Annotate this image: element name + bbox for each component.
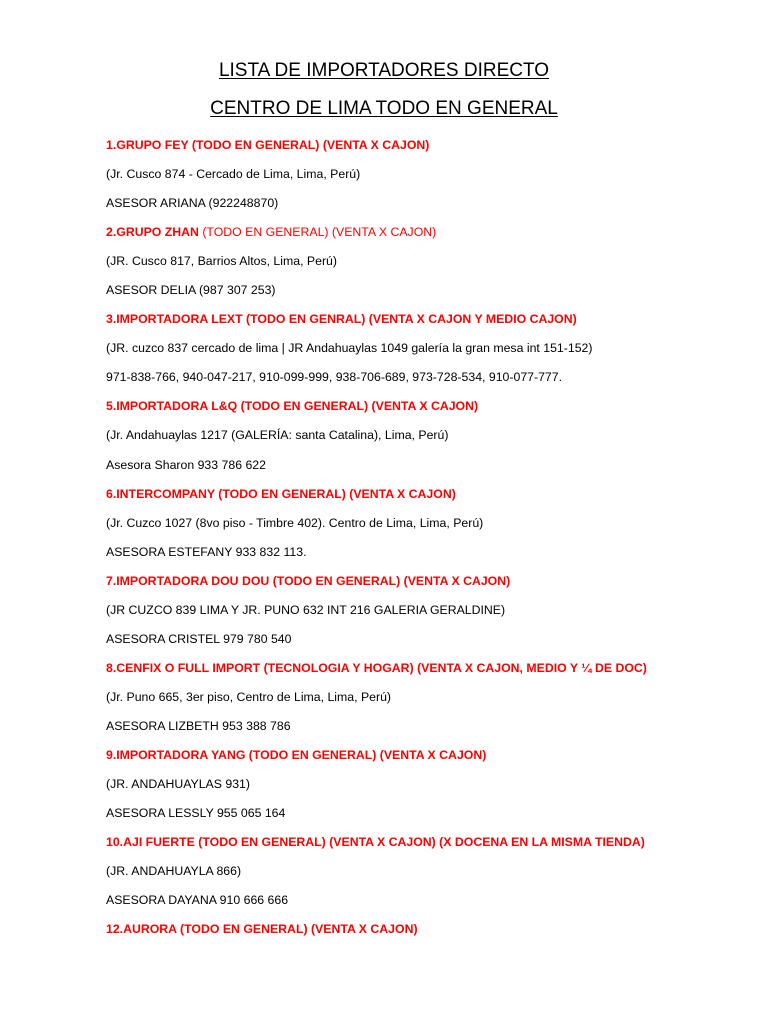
entry-heading-grupo-zhan-name: 2.GRUPO ZHAN	[106, 225, 199, 240]
entry-heading-cenfix: 8.CENFIX O FULL IMPORT (TECNOLOGIA Y HOGAR) (VENTA X CAJON, MEDIO Y ¼ DE DOC)	[106, 660, 647, 675]
entry-address-grupo-fey: (Jr. Cusco 874 - Cercado de Lima, Lima, Perú)	[106, 167, 361, 182]
entry-address-cenfix: (Jr. Puno 665, 3er piso, Centro de Lima, Lima, Perú)	[106, 689, 392, 704]
entry-heading-grupo-zhan-details: (TODO EN GENERAL) (VENTA X CAJON)	[198, 225, 437, 240]
entry-contact-grupo-fey: ASESOR ARIANA (922248870)	[106, 196, 279, 211]
entry-contact-importadora-dou-dou: ASESORA CRISTEL 979 780 540	[106, 631, 292, 646]
entry-heading-importadora-lq: 5.IMPORTADORA L&Q (TODO EN GENERAL) (VENTA X CAJON)	[106, 399, 479, 414]
entry-contact-importadora-yang: ASESORA LESSLY 955 065 164	[106, 806, 286, 821]
entry-address-importadora-lext: (JR. cuzco 837 cercado de lima | JR Andahuaylas 1049 galería la gran mesa int 151-152)	[106, 341, 593, 356]
entry-contact-grupo-zhan: ASESOR DELIA (987 307 253)	[106, 283, 276, 298]
entry-contact-importadora-lq: Asesora Sharon 933 786 622	[106, 457, 266, 472]
entry-address-importadora-yang: (JR. ANDAHUAYLAS 931)	[106, 777, 250, 792]
entry-contact-intercompany: ASESORA ESTEFANY 933 832 113.	[106, 544, 307, 559]
entry-address-importadora-lq: (Jr. Andahuaylas 1217 (GALERÍA: santa Catalina), Lima, Perú)	[106, 428, 449, 443]
entry-address-grupo-zhan: (JR. Cusco 817, Barrios Altos, Lima, Perú)	[106, 254, 337, 269]
entry-heading-aji-fuerte: 10.AJI FUERTE (TODO EN GENERAL) (VENTA X CAJON) (X DOCENA EN LA MISMA TIENDA)	[106, 835, 645, 850]
entry-address-importadora-dou-dou: (JR CUZCO 839 LIMA Y JR. PUNO 632 INT 216 GALERIA GERALDINE)	[106, 602, 506, 617]
entry-heading-grupo-fey: 1.GRUPO FEY (TODO EN GENERAL) (VENTA X CAJON)	[106, 138, 430, 152]
entry-heading-intercompany: 6.INTERCOMPANY (TODO EN GENERAL) (VENTA X CAJON)	[106, 486, 456, 501]
entry-heading-importadora-yang: 9.IMPORTADORA YANG (TODO EN GENERAL) (VENTA X CAJON)	[106, 747, 487, 762]
entry-contact-cenfix: ASESORA LIZBETH 953 388 786	[106, 718, 291, 733]
entry-heading-grupo-zhan	[106, 222, 746, 251]
entry-heading-aurora: 12.AURORA (TODO EN GENERAL) (VENTA X CAJON)	[106, 922, 418, 937]
document-subtitle: CENTRO DE LIMA TODO EN GENERAL	[210, 98, 558, 119]
entry-address-intercompany: (Jr. Cuzco 1027 (8vo piso - Timbre 402). Centro de Lima, Lima, Perú)	[106, 515, 484, 530]
entry-heading-importadora-lext: 3.IMPORTADORA LEXT (TODO EN GENRAL) (VENTA X CAJON Y MEDIO CAJON)	[106, 312, 577, 327]
importer-list	[106, 135, 746, 948]
entry-contact-importadora-lext: 971-838-766, 940-047-217, 910-099-999, 938-706-689, 973-728-534, 910-077-777.	[106, 370, 563, 385]
entry-contact-aji-fuerte: ASESORA DAYANA 910 666 666	[106, 893, 289, 908]
document-title: LISTA DE IMPORTADORES DIRECTO	[218, 60, 550, 81]
entry-address-aji-fuerte: (JR. ANDAHUAYLA 866)	[106, 864, 242, 879]
entry-heading-importadora-dou-dou: 7.IMPORTADORA DOU DOU (TODO EN GENERAL) (VENTA X CAJON)	[106, 573, 511, 588]
